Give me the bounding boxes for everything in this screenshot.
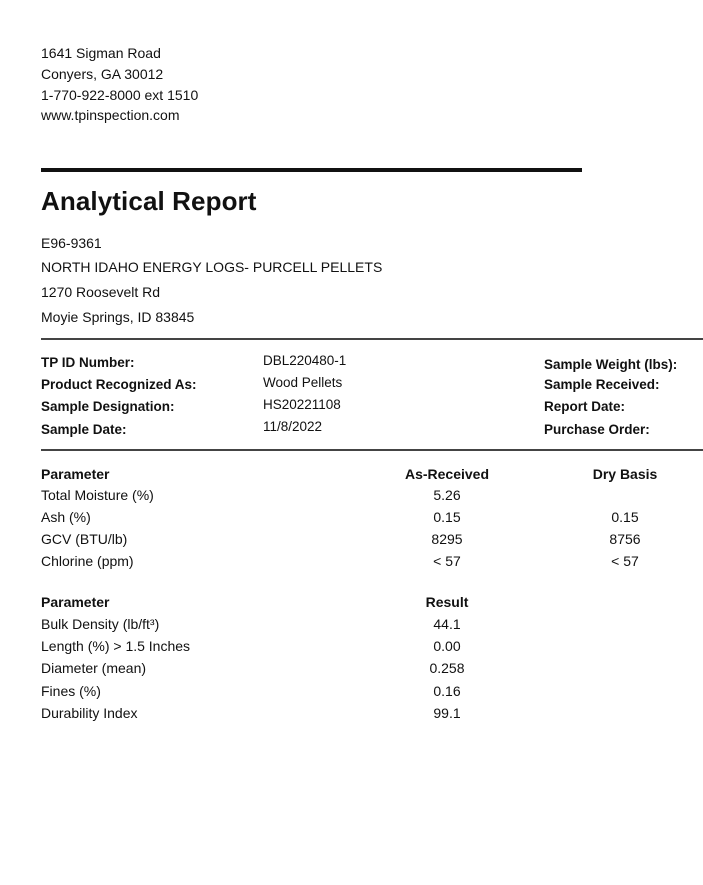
client-name: NORTH IDAHO ENERGY LOGS- PURCELL PELLETS — [41, 259, 383, 275]
designation-value: HS20221108 — [263, 397, 341, 412]
table-row-param: Chlorine (ppm) — [41, 553, 134, 569]
client-divider — [41, 338, 703, 340]
table-row-result: 99.1 — [433, 705, 461, 721]
sample-date-value: 11/8/2022 — [263, 419, 323, 434]
table-row-param: Fines (%) — [41, 683, 101, 699]
table-row-result: 44.1 — [433, 616, 461, 632]
client-street: 1270 Roosevelt Rd — [41, 284, 161, 300]
report-title: Analytical Report — [41, 186, 257, 216]
table-row-result: 0.16 — [433, 683, 461, 699]
report-date-label: Report Date: — [544, 399, 626, 414]
client-city: Moyie Springs, ID 83845 — [41, 309, 195, 325]
table-row-param: Durability Index — [41, 705, 138, 721]
table-row-dry-basis: < 57 — [611, 553, 639, 569]
table-row-as-received: 8295 — [431, 531, 463, 547]
product-value: Wood Pellets — [263, 375, 343, 390]
table-row-param: Ash (%) — [41, 509, 91, 525]
table1-header-dry-basis: Dry Basis — [592, 466, 658, 482]
info-divider — [41, 449, 703, 451]
table-row-param: GCV (BTU/lb) — [41, 531, 128, 547]
table-row-param: Length (%) > 1.5 Inches — [41, 638, 191, 654]
table-row-param: Total Moisture (%) — [41, 487, 154, 503]
table1-header-as-received: As-Received — [404, 466, 490, 482]
table-row-as-received: < 57 — [433, 553, 461, 569]
lab-website[interactable]: www.tpinspection.com — [41, 107, 180, 123]
tp-id-label: TP ID Number: — [41, 355, 135, 370]
header-divider — [41, 168, 582, 172]
table2-header-parameter: Parameter — [41, 594, 110, 610]
table1-header-parameter: Parameter — [41, 466, 110, 482]
purchase-order-label: Purchase Order: — [544, 422, 650, 437]
lab-address-line1: 1641 Sigman Road — [41, 45, 161, 61]
table-row-as-received: 0.15 — [433, 509, 461, 525]
tp-id-value: DBL220480-1 — [263, 353, 347, 368]
table-row-result: 0.00 — [433, 638, 461, 654]
table-row-param: Diameter (mean) — [41, 660, 147, 676]
table-row-as-received: 5.26 — [433, 487, 461, 503]
lab-address-line2: Conyers, GA 30012 — [41, 66, 164, 82]
table2-header-result: Result — [425, 594, 469, 610]
sample-date-label: Sample Date: — [41, 422, 127, 437]
lab-phone: 1-770-922-8000 ext 1510 — [41, 87, 199, 103]
sample-received-label: Sample Received: — [544, 377, 660, 392]
table-row-dry-basis: 0.15 — [611, 509, 639, 525]
sample-weight-label: Sample Weight (lbs): — [544, 357, 678, 372]
table-row-param: Bulk Density (lb/ft³) — [41, 616, 160, 632]
designation-label: Sample Designation: — [41, 399, 175, 414]
product-label: Product Recognized As: — [41, 377, 197, 392]
table-row-result: 0.258 — [429, 660, 465, 676]
table-row-dry-basis: 8756 — [609, 531, 641, 547]
client-id: E96-9361 — [41, 235, 102, 251]
